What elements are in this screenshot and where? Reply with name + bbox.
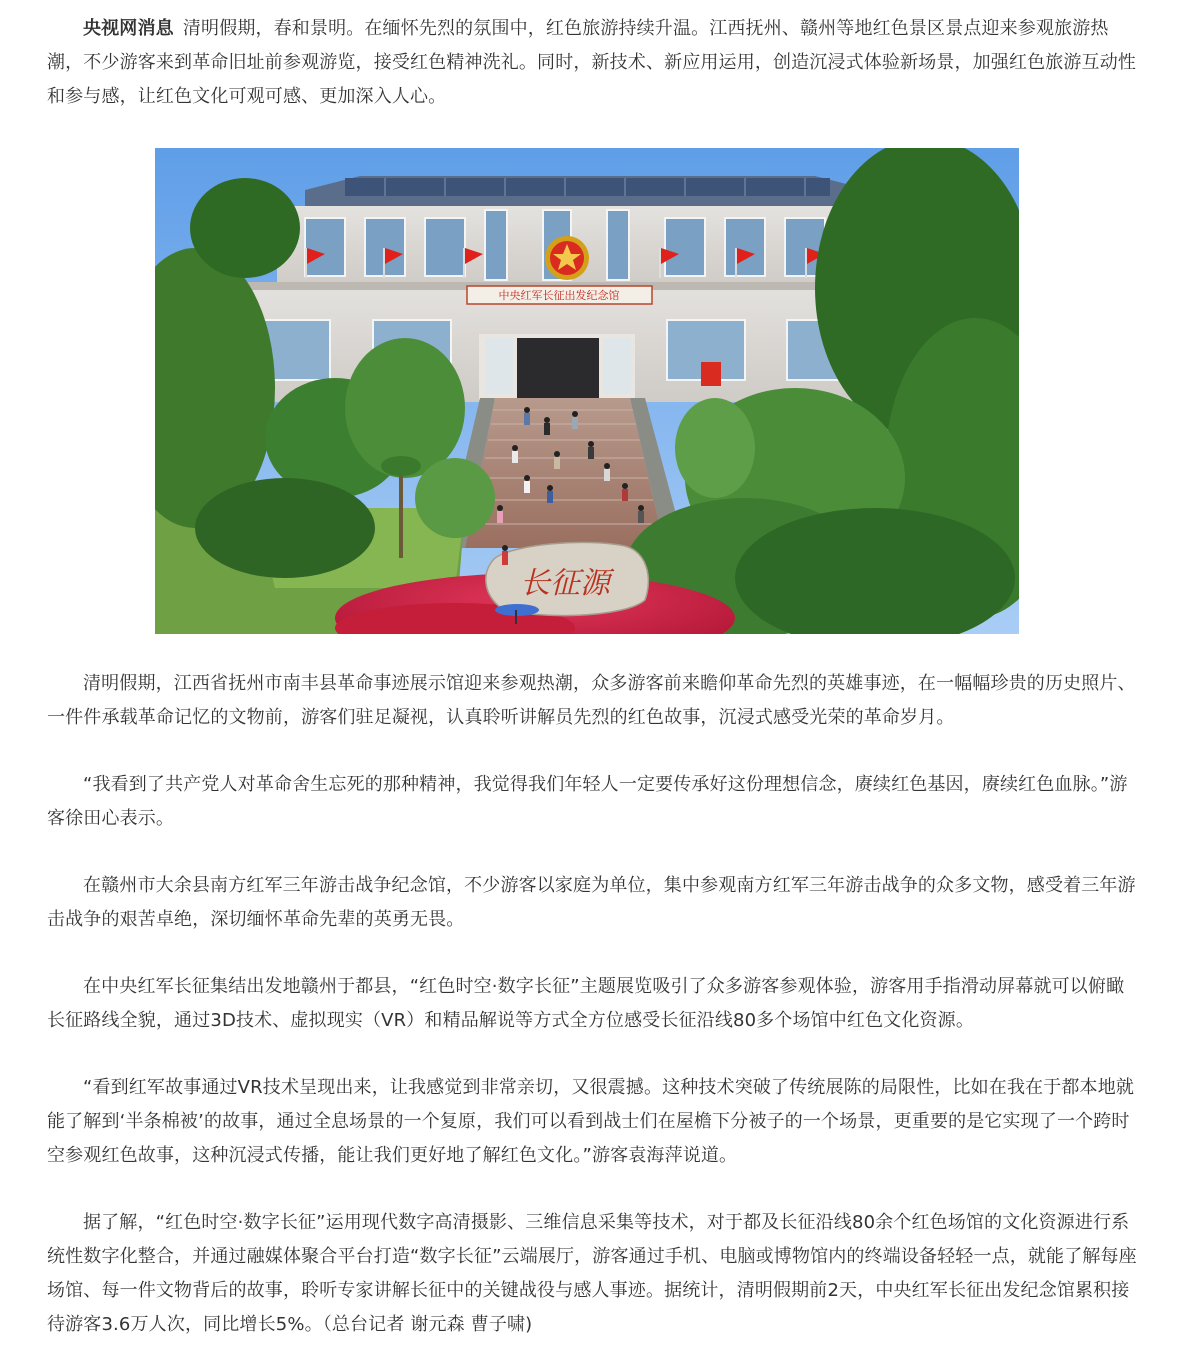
building-sign: 中央红军长征出发纪念馆 <box>498 289 620 302</box>
paragraph-1: 清明假期，江西省抚州市南丰县革命事迹展示馆迎来参观热潮，众多游客前来瞻仰革命先烈的英雄事迹，在一幅幅珍贵的历史照片、一件件承载革命记忆的文物前，游客们驻足凝视，认真聆听讲解员先烈的红色故事，沉浸式感受光荣的革命岁月。 <box>47 673 1136 728</box>
memorial-hall-photo <box>155 148 1019 634</box>
lead-source: 央视网消息 <box>83 18 174 39</box>
lead-paragraph <box>47 12 1140 114</box>
article-photo <box>155 148 1019 634</box>
lead-text: 清明假期，春和景明。在缅怀先烈的氛围中，红色旅游持续升温。江西抚州、赣州等地红色景区景点迎来参观旅游热潮，不少游客来到革命旧址前参观游览，接受红色精神洗礼。同时，新技术、新应用运用，创造沉浸式体验新场景，加强红色旅游互动性和参与感，让红色文化可观可感、更加深入人心。 <box>47 18 1136 107</box>
paragraph-6: 据了解，“红色时空·数字长征”运用现代数字高清摄影、三维信息采集等技术，对于都及长征沿线80余个红色场馆的文化资源进行系统性数字化整合，并通过融媒体聚合平台打造“数字长征”云端展厅，游客通过手机、电脑或博物馆内的终端设备轻轻一点，就能了解每座场馆、每一件文物背后的故事，聆听专家讲解长征中的关键战役与感人事迹。据统计，清明假期前2天，中央红军长征出发纪念馆累积接待游客3.6万人次，同比增长5%。（总台记者 谢元森 曹子啸) <box>47 1212 1137 1335</box>
stone-inscription: 长征源 <box>520 566 610 601</box>
paragraph-4: 在中央红军长征集结出发地赣州于都县，“红色时空·数字长征”主题展览吸引了众多游客参观体验，游客用手指滑动屏幕就可以俯瞰长征路线全貌，通过3D技术、虚拟现实（VR）和精品解说等方式全方位感受长征沿线80多个场馆中红色文化资源。 <box>47 976 1125 1031</box>
paragraph-3: 在赣州市大余县南方红军三年游击战争纪念馆，不少游客以家庭为单位，集中参观南方红军三年游击战争的众多文物，感受着三年游击战争的艰苦卓绝，深切缅怀革命先辈的英勇无畏。 <box>47 875 1136 930</box>
paragraph-5: “看到红军故事通过VR技术呈现出来，让我感觉到非常亲切，又很震撼。这种技术突破了传统展陈的局限性，比如在我在于都本地就能了解到‘半条棉被’的故事，通过全息场景的一个复原，我们可以看到战士们在屋檐下分被子的一个场景，更重要的是它实现了一个跨时空参观红色故事，这种沉浸式传播，能让我们更好地了解红色文化。”游客袁海萍说道。 <box>47 1077 1134 1166</box>
paragraph-2: “我看到了共产党人对革命舍生忘死的那种精神，我觉得我们年轻人一定要传承好这份理想信念，赓续红色基因，赓续红色血脉。”游客徐田心表示。 <box>47 774 1128 829</box>
